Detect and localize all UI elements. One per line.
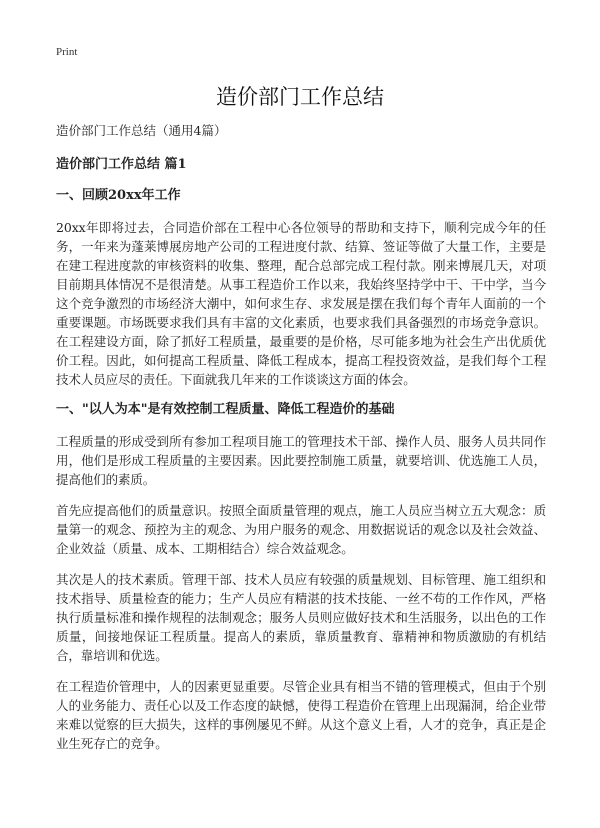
print-link[interactable]: Print bbox=[56, 46, 78, 58]
paragraph-2: 工程质量的形成受到所有参加工程项目施工的管理技术干部、操作人员、服务人员共同作用，他们是形成工程质量的主要因素。因此要控制施工质量，就要培训、优选施工人员，提高他们的素质。 bbox=[56, 434, 546, 487]
document-subtitle: 造价部门工作总结（通用4篇） bbox=[56, 123, 227, 138]
paragraph-1: 20xx年即将过去，合同造价部在工程中心各位领导的帮助和支持下，顺利完成今年的任务，一年来为蓬莱博展房地产公司的工程进度付款、结算、签证等做了大量工作，主要是在建工程进度款的审核资料的收集、整理，配合总部完成工程付款。刚来博展几天，对项目前期具体情况不是很清楚。从事工程造价工作以来，我始终坚持学中干、干中学，当今这个竞争激烈的市场经济大潮中，如何求生存、求发展是摆在我们每个青年人面前的一个重要课题。市场既要求我们具有丰富的文化素质，也要求我们具备强烈的市场竞争意识。在工程建设方面，除了抓好工程质量，最重要的是价格，尽可能多地为社会生产出优质优价工程。因此，如何提高工程质量、降低工程成本，提高工程投资效益，是我们每个工程技术人员应尽的责任。下面就我几年来的工作谈谈这方面的体会。 bbox=[56, 220, 546, 387]
paragraph-5: 在工程造价管理中，人的因素更显重要。尽管企业具有相当不错的管理模式，但由于个别人的业务能力、责任心以及工作态度的缺憾，使得工程造价在管理上出现漏洞，给企业带来难以觉察的巨大损失，这样的事例屡见不鲜。从这个意义上看，人才的竞争，真正是企业生死存亡的竞争。 bbox=[56, 679, 546, 751]
document-body bbox=[56, 122, 546, 765]
heading-people-first: 一、"以人为本"是有效控制工程质量、降低工程造价的基础 bbox=[56, 402, 395, 417]
heading-review: 一、回顾20xx年工作 bbox=[56, 188, 181, 203]
section-title: 造价部门工作总结 篇1 bbox=[56, 157, 187, 172]
paragraph-4: 其次是人的技术素质。管理干部、技术人员应有较强的质量规划、目标管理、施工组织和技术指导、质量检查的能力；生产人员应有精湛的技术技能、一丝不苟的工作作风，严格执行质量标准和操作规程的法制观念；服务人员则应做好技术和生活服务，以出色的工作质量，间接地保证工程质量。提高人的素质，靠质量教育、靠精神和物质激励的有机结合，靠培训和优选。 bbox=[56, 572, 546, 663]
page-title: 造价部门工作总结 bbox=[216, 85, 384, 109]
paragraph-3: 首先应提高他们的质量意识。按照全面质量管理的观点，施工人员应当树立五大观念：质量第一的观念、预控为主的观念、为用户服务的观念、用数据说话的观念以及社会效益、企业效益（质量、成本、工期相结合）综合效益观念。 bbox=[56, 503, 546, 556]
